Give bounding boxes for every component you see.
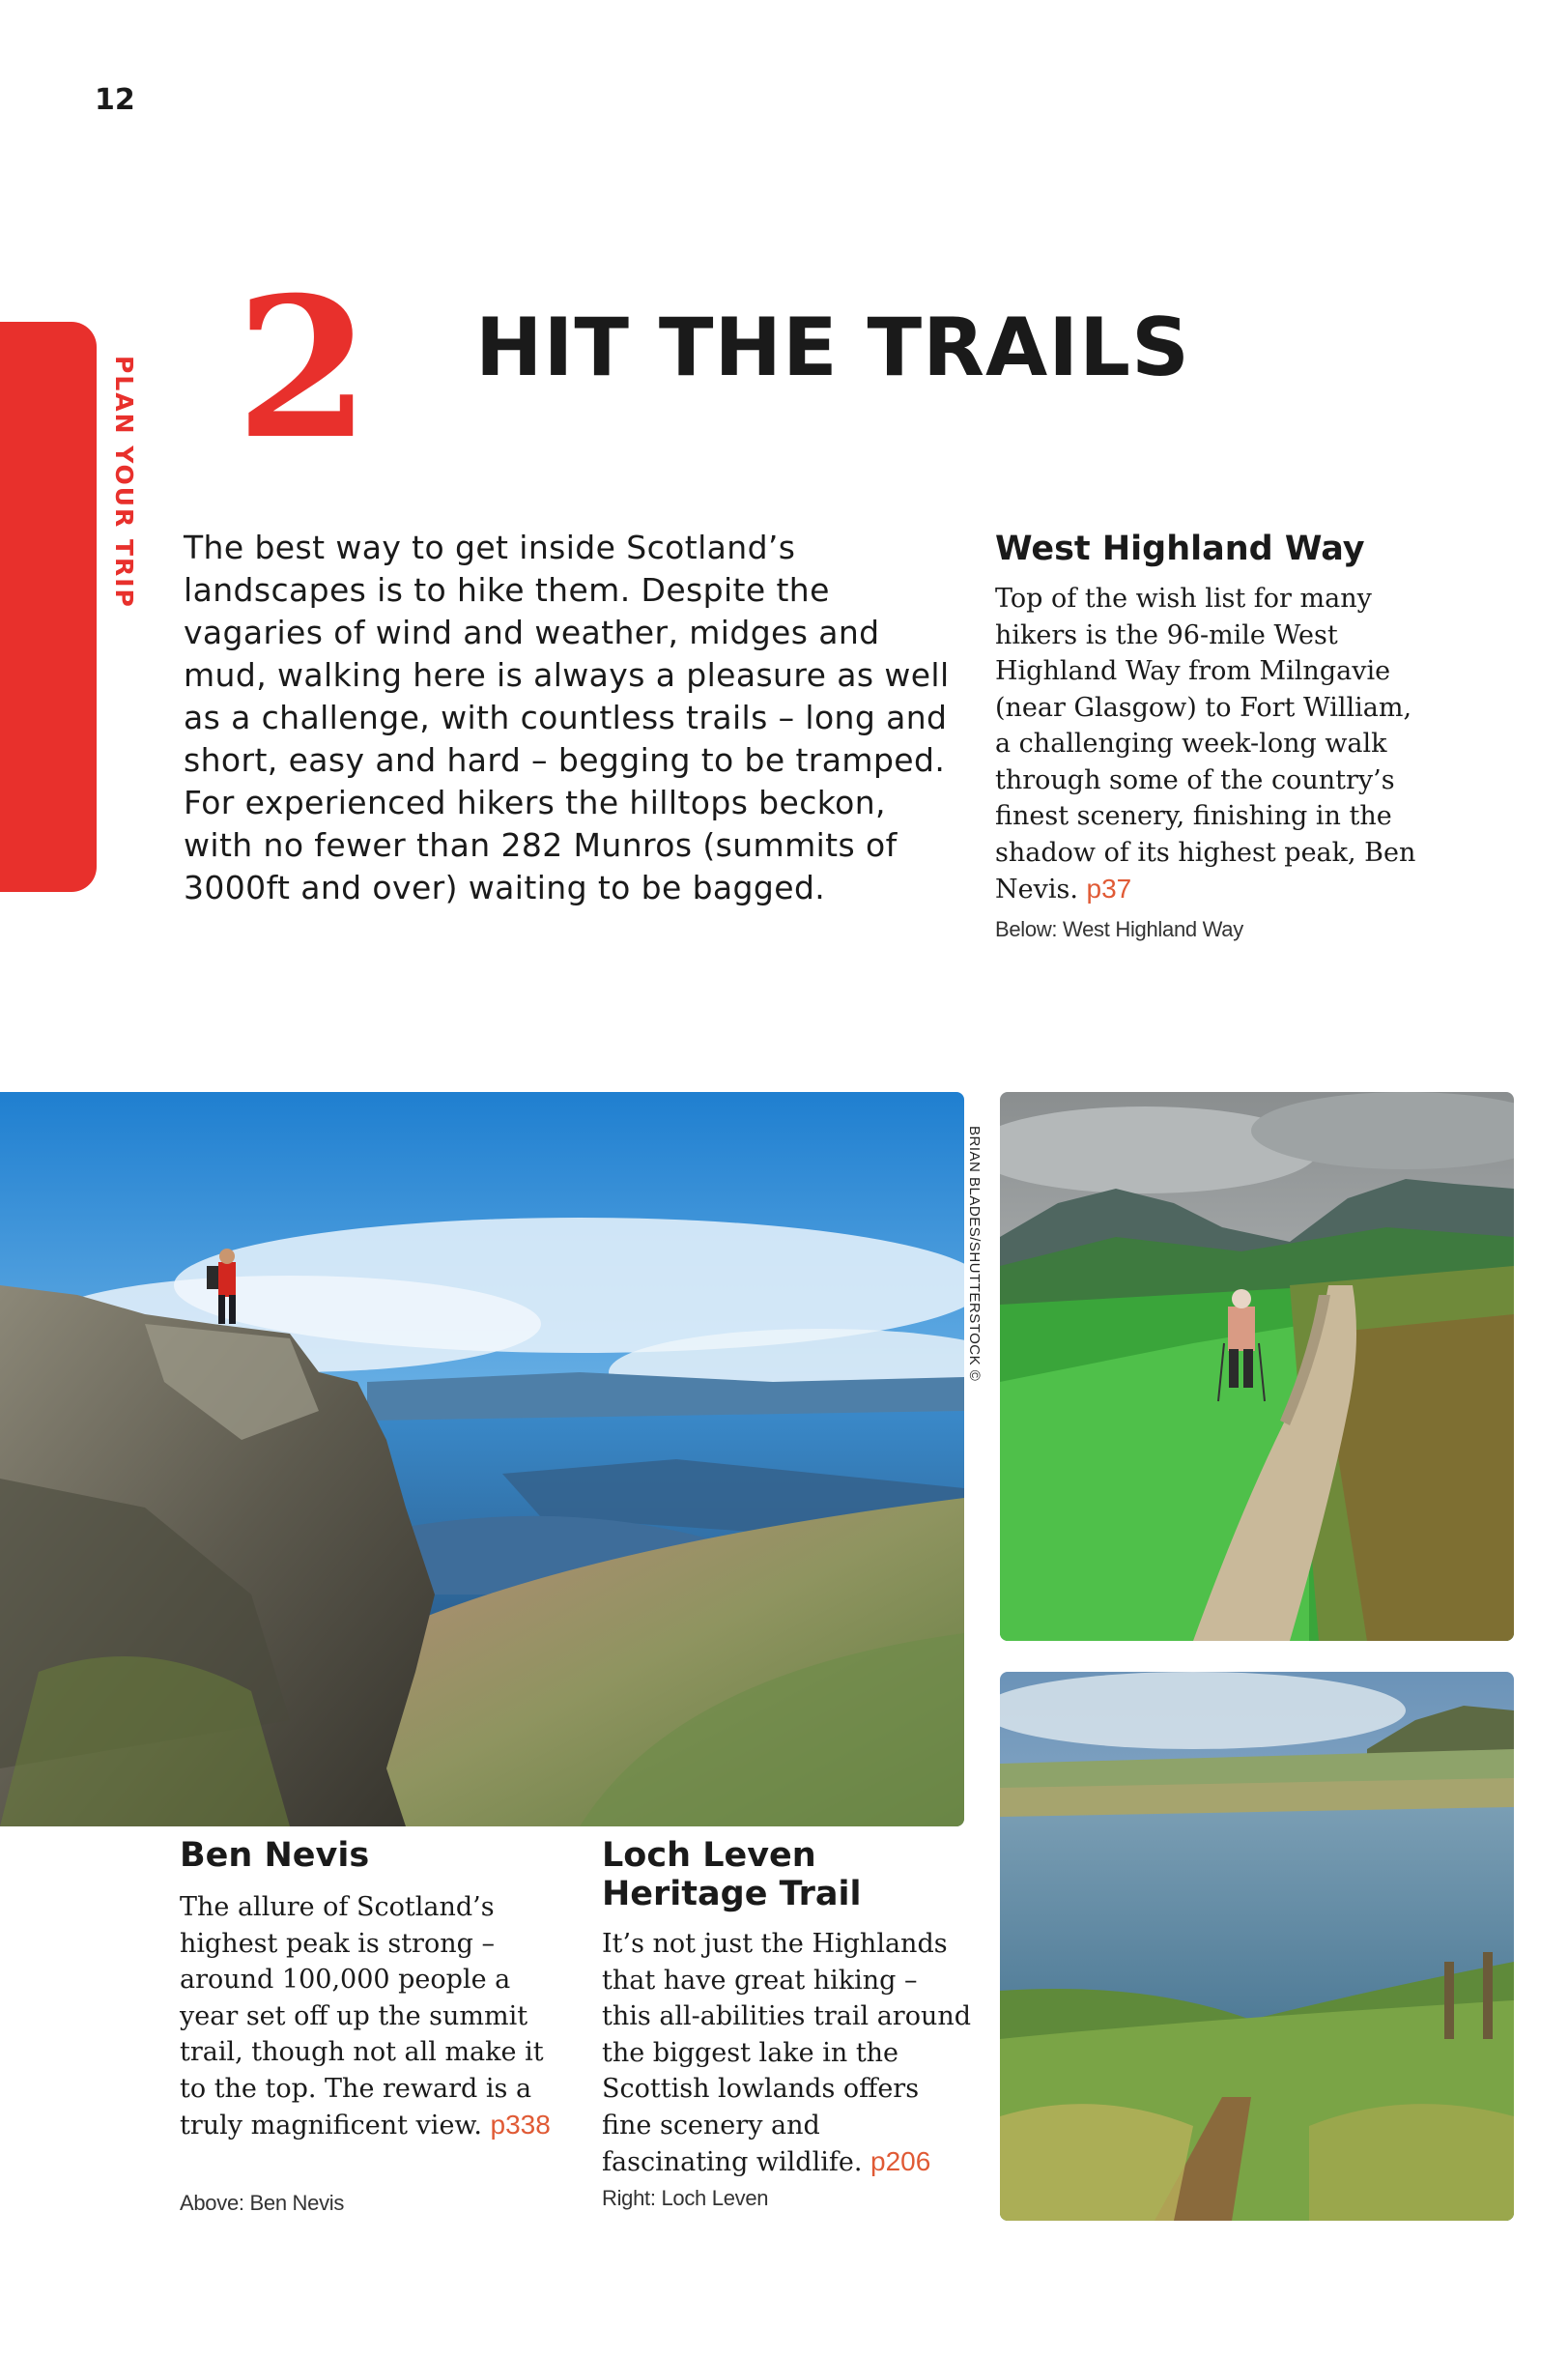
loch-leven-caption: Right: Loch Leven [602,2186,769,2210]
ben-nevis-caption: Above: Ben Nevis [180,2191,345,2215]
loch-leven-text [602,1926,974,2181]
west-highland-way-body: Top of the wish list for many hikers is the 96-mile West Highland Way from Milngavie (near Glasgow) to Fort William, a challenging week-long walk through some of the country’s finest scenery, finishing in the shadow of its highest peak, Ben Nevis. [995,584,1416,905]
loch-leven-heading: Loch Leven Heritage Trail [602,1836,862,1913]
feature-number: 2 [236,255,371,482]
side-tab-label: PLAN YOUR TRIP [110,356,138,609]
ben-nevis-body: The allure of Scotland’s highest peak is strong – around 100,000 people a year set off up the summit trail, though not all make it to the top. The reward is a truly magnificent view. [180,1892,544,2141]
ben-nevis-photo [0,1092,964,1826]
loch-leven-photo [1000,1672,1514,2221]
page-number: 12 [95,83,135,117]
page-title: HIT THE TRAILS [475,301,1190,394]
photo-credit: BRIAN BLADES/SHUTTERSTOCK © [966,1126,983,1382]
ben-nevis-heading: Ben Nevis [180,1836,370,1875]
west-highland-way-photo [1000,1092,1514,1641]
ben-nevis-page-ref[interactable]: p338 [490,2110,551,2140]
west-highland-way-heading: West Highland Way [995,530,1365,568]
ben-nevis-text [180,1889,552,2144]
west-highland-way-text [995,581,1435,908]
section-side-tab [0,322,97,892]
loch-leven-body: It’s not just the Highlands that have great hiking – this all-abilities trail around the biggest lake in the Scottish lowlands offers fine scenery and fascinating wildlife. [602,1929,972,2177]
west-highland-way-caption: Below: West Highland Way [995,917,1243,941]
west-highland-way-page-ref[interactable]: p37 [1086,874,1132,904]
intro-paragraph: The best way to get inside Scotland’s landscapes is to hike them. Despite the vagaries of wind and weather, midges and mud, walking here is always a pleasure as well as a challenge, with countless trails – long and short, easy and hard – begging to be tramped. For experienced hikers the hilltops beckon, with no fewer than 282 Munros (summits of 3000ft and over) waiting to be bagged. [184,529,950,906]
loch-leven-page-ref[interactable]: p206 [870,2146,931,2176]
